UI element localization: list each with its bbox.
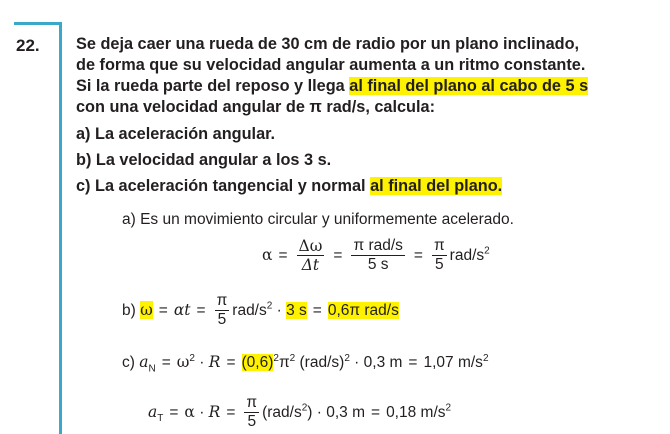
question-parts — [76, 121, 502, 199]
statement-line-3-text: Si la rueda parte del reposo y llega — [76, 77, 350, 95]
units: (rad/s) — [299, 354, 345, 372]
alpha-symbol: α — [184, 402, 195, 421]
solution-a-equation: α = $\frac{\Delta\omega}{\Delta t}$ = $\frac{\text{π rad/s}}{5 s}$ = $\frac{\pi}{5}$ rad/$s^2$ — [262, 237, 490, 275]
a-symbol: a — [139, 353, 149, 372]
radius-value: 0,3 m — [326, 403, 365, 421]
alpha-symbol: α — [262, 245, 273, 264]
omega-symbol: ω — [176, 353, 190, 372]
label-c: c) — [122, 354, 135, 372]
solution-c-equation-1: c) $a_N = \omega^2 \cdot R = (0,6)^2\pi^2$ $(rad/s)^2 \cdot 0,3$ m = 1,07 $m/s^2$ — [122, 353, 489, 375]
frac-num: π — [244, 395, 259, 413]
frac-den: 5 s — [367, 256, 389, 274]
top-rule — [14, 22, 60, 25]
fraction-pi-5 — [244, 395, 259, 431]
frac-den: 5 — [217, 311, 227, 329]
coef-highlight: (0,6) — [241, 354, 274, 372]
omega-highlight: ω — [140, 300, 153, 319]
solution-c-equation-2: $a_T = \alpha \cdot R$ = $\frac{\pi}{5}$ $(rad/s^2) \cdot 0,3$ m = 0,18 $m/s^2$ — [148, 394, 452, 431]
frac-num: π rad/s — [351, 238, 404, 256]
r-symbol: R — [208, 402, 221, 421]
unit: rad/s — [232, 301, 267, 319]
a-symbol: a — [148, 402, 158, 421]
fraction-domega-dt — [297, 238, 325, 274]
solution-b-equation: b) ω = αt = $\frac{\pi}{5}$ rad/$s^2 \cdot 3$ s = 0,6π rad/s — [122, 292, 399, 329]
r-symbol: R — [208, 353, 221, 372]
solution-a-intro: a) Es un movimiento circular y uniformemente acelerado. — [122, 211, 514, 228]
part-a: a) La aceleración angular. — [76, 125, 276, 143]
frac-den: 5 — [435, 256, 444, 274]
result-highlight: 0,6π rad/s — [327, 301, 399, 319]
part-c — [76, 173, 502, 199]
problem-number: 22. — [16, 36, 40, 55]
fraction-pi-5 — [432, 238, 447, 274]
frac-num: π — [432, 238, 447, 256]
radius-value: 0,3 m — [363, 354, 403, 372]
part-b: b) La velocidad angular a los 3 s. — [76, 151, 332, 169]
unit: rad/s — [449, 246, 485, 264]
label-b: b) — [122, 301, 136, 319]
statement-line-4: con una velocidad angular de π rad/s, calcula: — [76, 98, 435, 116]
problem-statement — [76, 34, 661, 118]
exponent: 2 — [484, 245, 490, 257]
frac-num: π — [215, 293, 230, 311]
statement-line-2: de forma que su velocidad angular aumenta a un ritmo constante. — [76, 56, 586, 74]
subscript-t: T — [157, 412, 164, 424]
frac-num: Δω — [298, 237, 323, 255]
statement-highlight: al final del plano al cabo de 5 s — [349, 77, 589, 95]
statement-line-3 — [76, 76, 661, 97]
fraction-pi-5 — [215, 293, 230, 329]
frac-den: 5 — [247, 413, 257, 431]
result: 1,07 m/s — [423, 354, 483, 372]
result: 0,18 m/s — [386, 403, 446, 421]
units: (rad/s — [262, 403, 302, 421]
statement-line-1: Se deja caer una rueda de 30 cm de radio por un plano inclinado, — [76, 35, 580, 53]
subscript-n: N — [148, 363, 156, 375]
part-c-highlight: al final del plano. — [370, 177, 503, 195]
frac-den: Δt — [301, 256, 320, 275]
three-s-highlight: 3 s — [286, 301, 307, 319]
vertical-rule — [59, 22, 62, 434]
alpha-t: αt — [173, 300, 191, 319]
part-c-text: c) La aceleración tangencial y normal — [76, 177, 371, 195]
fraction-pi-5s — [351, 238, 404, 274]
pi-symbol: π — [278, 354, 290, 372]
exponent: 2 — [266, 300, 273, 312]
